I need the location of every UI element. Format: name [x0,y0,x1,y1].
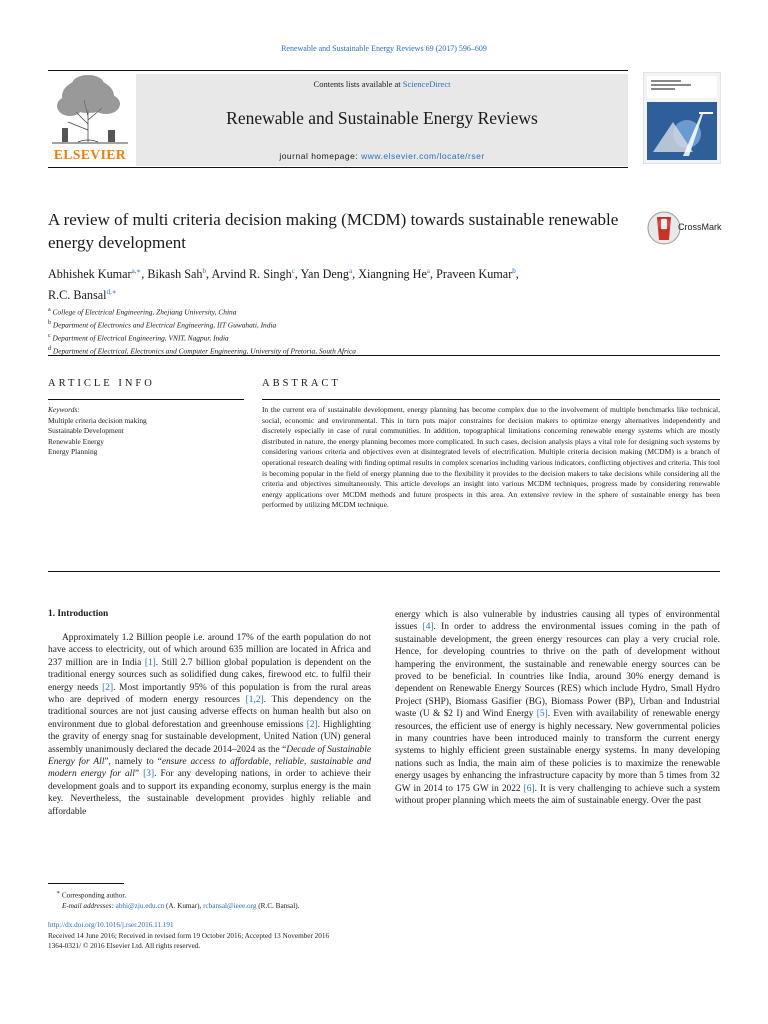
body-text-run: . Still 2.7 billion global population is dependent on the traditional energy sources such as solidified dung cakes, firewood etc. to fulfil their energy needs [48,657,371,693]
author-list [48,262,668,304]
author-name: Praveen Kumar [436,267,513,282]
author-affiliation-mark[interactable]: a [348,267,353,275]
author[interactable] [147,267,211,281]
author-name: Yan Deng [300,267,349,282]
keywords-block [48,405,244,458]
affiliation-text: Department of Electrical, Electronics and Computer Engineering, University of Pretoria, South Africa [52,346,356,356]
body-text-run: ”, namely to “ [104,757,162,768]
keyword: Multiple criteria decision making [48,415,147,425]
affiliation-mark: d [48,345,51,352]
citation-link[interactable]: [1,2] [245,695,264,706]
email-link[interactable]: abhi@zju.edu.cn [115,901,165,910]
citation-link[interactable]: [5] [536,709,548,720]
keyword: Sustainable Development [48,426,124,436]
body-column-left [48,632,371,818]
body-text-run: . Most importantly 95% of this population is from the rural areas who are deprived of modern energy resources [48,682,372,706]
article-info-heading: ARTICLE INFO [48,378,155,389]
affiliation-mark: a [48,307,51,313]
divider [48,571,720,572]
email-label: E-mail addresses: [62,901,116,910]
citation-link[interactable]: [6] [523,783,535,794]
divider [262,399,720,400]
homepage-label: journal homepage: [279,151,362,161]
author-name: Xiangning He [358,267,427,282]
contents-line [136,79,628,89]
citation-link[interactable]: [4] [422,622,434,633]
publication-info [48,920,468,952]
citation-link[interactable]: [3] [143,769,155,780]
affiliation-text: College of Electrical Engineering, Zhejiang University, China [52,307,237,317]
author-affiliation-mark[interactable]: a,∗ [131,267,142,275]
author-separator: , [430,267,437,282]
author-affiliation-mark[interactable]: c [291,267,295,275]
author-name: R.C. Bansal [48,288,107,303]
affiliation-row [48,305,668,318]
author-separator: , [515,267,519,282]
section-heading-introduction: 1. Introduction [48,609,109,619]
contents-prefix: Contents lists available at [313,79,403,89]
email-line [48,901,448,912]
body-text-run: . This dependency on the traditional sources are not just causing adverse effects on human health but also on environment due to global deforestation and greenhouse emissions [48,695,371,730]
corresponding-note [48,888,448,901]
body-text-run: . It is very challenging to achieve such a system without proper planning which meets the aim of sustainable energy. Over the past [395,783,720,807]
doi-link[interactable]: http://dx.doi.org/10.1016/j.rser.2016.11.191 [48,921,174,929]
author[interactable] [48,288,117,302]
crossmark-badge[interactable] [646,210,726,246]
body-text-run: Approximately 1.2 Billion people i.e. around 17% of the earth population do not have access to electricity, out of which around 635 million are located in Africa and 237 million are in India [48,633,371,668]
body-text-run: . For any developing nations, in order to achieve their development goals and to support its expanding economy, surplus energy is the main key. Nevertheless, the sustainable development provides highly reliable and affordable [48,769,371,817]
corresponding-text: Corresponding author. [61,891,127,900]
body-text-run: . Even with availability of renewable energy resources, the efficient use of energy is highly necessary. New governmental policies in many countries have been introduced mainly to transform the current energy systems to highly efficient green sustainable energy systems. In many developing nations such as India, the main aim of these policies is to maximize the renewable energy usages by enhancing the infrastructure capacity by more than 5 times from 32 GW in 2014 to 175 GW in 2022 [395,709,720,794]
sciencedirect-link[interactable]: ScienceDirect [402,79,451,89]
author-name: Bikash Sah [147,267,203,282]
author-affiliation-mark[interactable]: b [512,267,516,275]
body-text-run: ” [134,769,144,780]
email-owner: (A. Kumar), [164,901,204,910]
footnote-divider [48,883,124,884]
journal-citation[interactable]: Renewable and Sustainable Energy Reviews 69 (2017) 596–609 [281,44,487,53]
affiliation-row [48,331,668,344]
crossmark-label: CrossMark [678,222,722,232]
author-separator: , [141,267,148,282]
author-affiliation-mark[interactable]: b [202,267,207,275]
author-affiliation-mark[interactable]: a [426,267,431,275]
abstract-text: In the current era of sustainable development, energy planning has become complex due to the involvement of multiple benchmarks like technical, social, economic and environmental. This in turn puts major constraints for decision makers to optimize energy alternatives independently and discretely especially in case of rural communities. In addition, topographical limitations concerning renewable energy systems which are mostly distributed in nature, the energy planning becomes more complicated. In such cases, decision analysis plays a vital role for designing such systems by considering various criteria and objectives even at disintegrated levels of electrification. Multiple criteria decision making (MCDM) is a branch of operational research dealing with finding optimal results in complex scenarios including various indicators, conflicting objectives and criteria. This tool is becoming popular in the field of energy planning due to the flexibility it provides to the decision makers to take decisions while considering all the criteria and objectives simultaneously. This article develops an insight into various MCDM techniques, progress made by considering renewable energy applications over MCDM methods and future prospects in this area. An extensive review in the sphere of sustainable energy has been performed by utilizing MCDM technique. [262,405,721,510]
author[interactable] [211,267,300,281]
copyright: 1364-0321/ © 2016 Elsevier Ltd. All rights reserved. [48,942,201,950]
author[interactable] [48,267,147,281]
homepage-line [136,151,628,161]
email-owner: (R.C. Bansal). [256,901,300,910]
body-text-run: . Highlighting the gravity of energy snag for sustainable development, United Nation (UN) general assembly unanimously declared the decade 2014–2024 as the “ [48,719,371,755]
elsevier-wordmark: ELSEVIER [53,147,127,162]
citation-link[interactable]: [2] [306,719,318,730]
author-name: Abhishek Kumar [48,267,132,282]
journal-cover-thumbnail[interactable] [643,72,721,164]
author[interactable] [358,267,436,281]
author-separator: , [294,267,301,282]
affiliation-row [48,318,668,331]
abstract-heading: ABSTRACT [262,378,341,389]
divider [48,355,720,356]
author-separator: , [206,267,212,282]
email-link[interactable]: rcbansal@ieee.org [203,901,257,910]
affiliation-text: Department of Electronics and Electrical Engineering, IIT Guwahati, India [52,320,277,330]
author[interactable] [300,267,358,281]
affiliation-text: Department of Electrical Engineering, VNIT, Nagpur, India [52,333,229,343]
citation-link[interactable]: [2] [102,682,114,693]
body-column-right [395,609,720,808]
affiliations [48,305,668,357]
journal-title: Renewable and Sustainable Energy Reviews [226,108,538,128]
citation-link[interactable]: [1] [144,657,156,668]
article-title: A review of multi criteria decision making (MCDM) towards sustainable renewable energy development [48,210,619,252]
body-text-run: energy which is also vulnerable by industries causing all types of environmental issues [395,610,720,633]
author-name: Arvind R. Singh [211,267,292,282]
author-affiliation-mark[interactable]: d,∗ [106,288,117,297]
body-text-run: . In order to address the environmental issues coming in the path of sustainable development, the green energy resources can play a very crucial role. Hence, for developing countries to thrive on the path of development without hampering the environment, the sustainable and renewable energy sources can be proved to be beneficial. In countries like India, around 30% energy demand is dependent on Renewable Energy Sources (RES) which include Hydro, Small Hydro Project (SHP), Biomass Gasifier (BG), Biomass Power (BP), Urban and Industrial waste (U & $2 I) and Wind Energy [395,622,720,720]
body-text-run: Decade of Sustainable Energy for All [48,744,371,768]
received-dates: Received 14 June 2016; Received in revised form 19 October 2016; Accepted 13 November 2016 [48,931,330,940]
homepage-link[interactable]: www.elsevier.com/locate/rser [361,151,485,161]
affiliation-mark: c [48,332,51,339]
author[interactable] [436,267,519,281]
author-separator: , [352,267,359,282]
affiliation-mark: b [48,319,51,326]
keywords-label: Keywords: [48,405,80,414]
corresponding-mark: ∗ [56,890,61,896]
keyword: Renewable Energy [48,436,104,446]
footnote [48,888,448,911]
keyword: Energy Planning [48,447,98,457]
divider [48,399,244,400]
body-text-run: ensure access to affordable, reliable, sustainable and modern energy for all [48,757,372,780]
